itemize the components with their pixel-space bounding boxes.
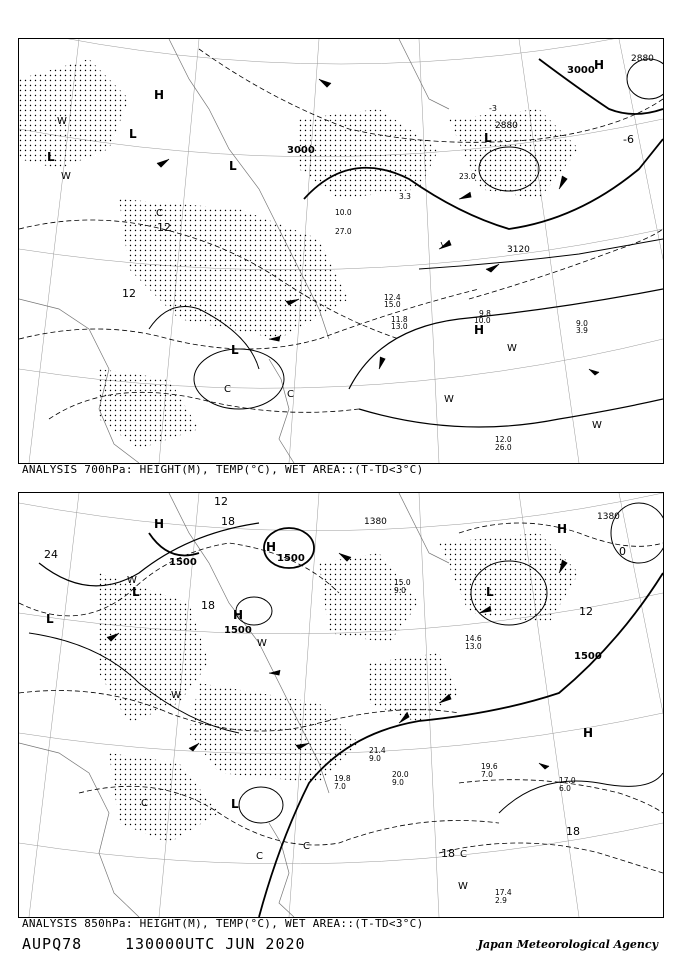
pressure-center-L: L xyxy=(46,612,54,626)
station-value: 7.0 xyxy=(481,770,493,779)
station-value: 2.9 xyxy=(495,896,507,905)
station-value: 17.4 xyxy=(495,888,512,897)
map-panel-850hpa xyxy=(18,492,664,918)
pressure-center-H: H xyxy=(583,726,594,740)
isotherm-label: -3 xyxy=(489,104,497,113)
pressure-center-H: H xyxy=(233,608,244,622)
cold-mark: C xyxy=(256,851,263,862)
cold-mark: C xyxy=(156,208,163,219)
station-value: 10.0 xyxy=(474,316,491,325)
pressure-center-H: H xyxy=(154,88,165,102)
height-label: 2880 xyxy=(495,121,518,131)
wet-area xyxy=(99,533,579,843)
height-label: 1500 xyxy=(277,553,305,564)
isotherm-label: 18 xyxy=(441,847,455,860)
station-value: 23.0 xyxy=(459,172,476,181)
station-value: 14.6 xyxy=(465,634,482,643)
height-label: 3120 xyxy=(507,245,530,255)
pressure-center-H: H xyxy=(266,540,277,554)
map-700hpa xyxy=(19,39,663,463)
isotherm-label: 24 xyxy=(44,548,58,561)
product-code: AUPQ78 xyxy=(22,935,83,953)
cold-mark: C xyxy=(141,798,148,809)
pressure-center-H: H xyxy=(594,58,605,72)
station-value: 15.0 xyxy=(394,578,411,587)
pressure-center-L: L xyxy=(229,159,237,173)
height-label: 1500 xyxy=(574,651,602,662)
station-value: 10.0 xyxy=(335,208,352,217)
warm-mark: W xyxy=(127,575,137,586)
station-value: 27.0 xyxy=(335,227,352,236)
station-value: 12.0 xyxy=(495,435,512,444)
agency-name: Japan Meteorological Agency xyxy=(477,938,658,951)
isotherm-label: 18 xyxy=(566,825,580,838)
station-value: 21.4 xyxy=(369,746,386,755)
pressure-center-L: L xyxy=(484,131,492,145)
station-value: 9.0 xyxy=(394,586,406,595)
station-value: 9.0 xyxy=(369,754,381,763)
warm-mark: W xyxy=(507,343,517,354)
cold-mark: C xyxy=(303,841,310,852)
isotherm-label: 12 xyxy=(214,495,228,508)
pressure-center-L: L xyxy=(486,585,494,599)
station-value: 13.0 xyxy=(391,322,408,331)
isotherm-label: -6 xyxy=(623,133,634,146)
station-value: 7.0 xyxy=(334,782,346,791)
pressure-center-H: H xyxy=(154,517,165,531)
pressure-center-L: L xyxy=(129,127,137,141)
warm-mark: W xyxy=(257,638,267,649)
station-value: 15.0 xyxy=(384,300,401,309)
pressure-center-H: H xyxy=(557,522,568,536)
pressure-center-L: L xyxy=(231,797,239,811)
height-label: 3000 xyxy=(567,65,595,76)
warm-mark: W xyxy=(57,116,67,127)
warm-mark: W xyxy=(444,394,454,405)
cold-mark: C xyxy=(460,849,467,860)
cold-mark: C xyxy=(287,389,294,400)
warm-mark: W xyxy=(458,881,468,892)
station-value: 20.0 xyxy=(392,770,409,779)
isotherm-label: 12 xyxy=(122,287,136,300)
station-value: 3.3 xyxy=(399,192,411,201)
station-value: 9.8 xyxy=(479,309,491,318)
graticule xyxy=(19,493,663,917)
height-label: 1380 xyxy=(364,517,387,527)
warm-mark: W xyxy=(61,171,71,182)
wet-area xyxy=(19,59,579,449)
station-plots xyxy=(335,172,588,452)
warm-mark: W xyxy=(592,420,602,431)
station-value: 17.0 xyxy=(559,776,576,785)
station-value: 3.9 xyxy=(576,326,588,335)
warm-mark: W xyxy=(171,690,181,701)
station-value: 13.0 xyxy=(465,642,482,651)
caption-700hpa: ANALYSIS 700hPa: HEIGHT(M), TEMP(°C), WET AREA::(T-TD<3°C) xyxy=(22,463,424,476)
station-value: 11.8 xyxy=(391,315,408,324)
cold-mark: C xyxy=(224,384,231,395)
pressure-center-L: L xyxy=(132,585,140,599)
valid-time: 130000UTC JUN 2020 xyxy=(125,935,306,953)
pressure-center-H: H xyxy=(474,323,485,337)
station-value: 6.0 xyxy=(559,784,571,793)
height-label: 3000 xyxy=(287,145,315,156)
station-value: 26.0 xyxy=(495,443,512,452)
station-value: 19.8 xyxy=(334,774,351,783)
height-label: 2880 xyxy=(631,54,654,64)
pressure-center-L: L xyxy=(231,343,239,357)
station-value: 12.4 xyxy=(384,293,401,302)
map-panel-700hpa xyxy=(18,38,664,464)
chart-footer xyxy=(22,935,658,955)
isotherm-label: 12 xyxy=(579,605,593,618)
height-label: 1500 xyxy=(169,557,197,568)
station-value: 19.6 xyxy=(481,762,498,771)
isotherm-label: 18 xyxy=(201,599,215,612)
caption-850hpa: ANALYSIS 850hPa: HEIGHT(M), TEMP(°C), WET AREA::(T-TD<3°C) xyxy=(22,917,424,930)
station-value: 9.0 xyxy=(392,778,404,787)
isotherm-label: 18 xyxy=(221,515,235,528)
height-label: 1380 xyxy=(597,512,620,522)
station-value: 9.0 xyxy=(576,319,588,328)
isotherm-label: 12 xyxy=(157,221,171,234)
pressure-center-L: L xyxy=(47,150,55,164)
map-850hpa xyxy=(19,493,663,917)
isotherm-label: 0 xyxy=(619,545,626,558)
height-label: 1500 xyxy=(224,625,252,636)
